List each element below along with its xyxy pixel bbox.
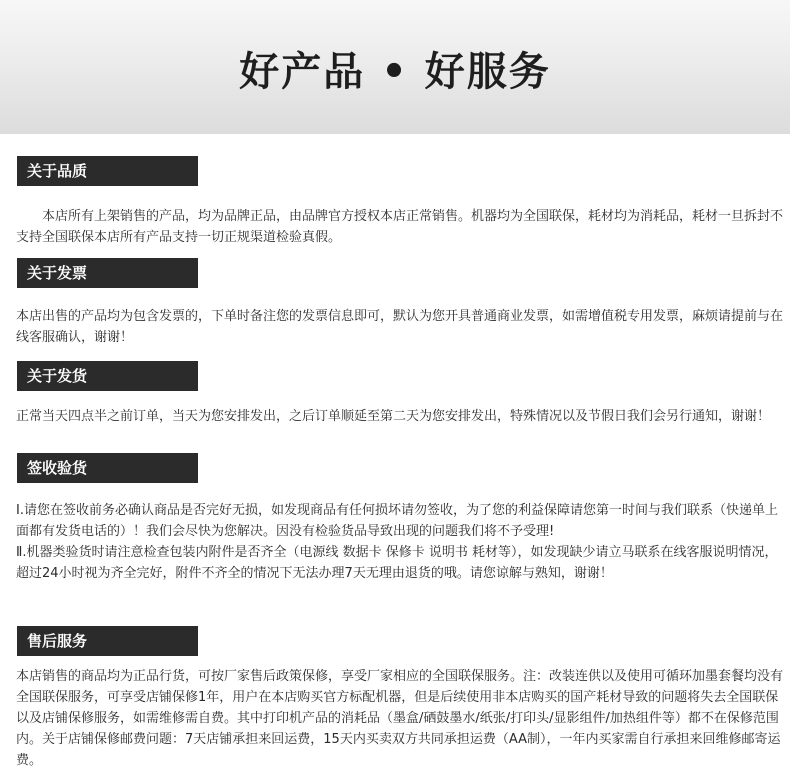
page-title: 好产品 • 好服务 [239, 49, 551, 95]
paragraph: 本店所有上架销售的产品，均为品牌正品，由品牌官方授权本店正常销售。机器均为全国联保，耗材均为消耗品，耗材一旦拆封不支持全国联保本店所有产品支持一切正规渠道检验真假。 [16, 209, 784, 245]
paragraph: Ⅰ.请您在签收前务必确认商品是否完好无损，如发现商品有任何损坏请勿签收，为了您的利益保障请您第一时间与我们联系（快递单上面都有发货电话的）！我们会尽快为您解决。因没有检验货品导致出现的问题我们将不予受理! [16, 503, 778, 539]
section-title-quality: 关于品质 [17, 156, 198, 186]
paragraph: 本店销售的商品均为正品行货，可按厂家售后政策保修，享受厂家相应的全国联保服务。注：改装连供以及使用可循环加墨套餐均没有全国联保服务，可享受店铺保修1年，用户在本店购买官方标配机器，但是后续使用非本店购买的国产耗材导致的问题将失去全国联保以及店铺保修服务，如需维修需自费。其中打印机产品的消耗品（墨盒/硒鼓墨水/纸张/打印头/显影组件/加热组件等）都不在保修范围内。关于店铺保修邮费问题：7天店铺承担来回运费，15天内买卖双方共同承担运费（AA制），一年内买家需自行承担来回维修邮寄运费。 [16, 669, 784, 768]
section-body-inspection [16, 500, 786, 584]
paragraph: Ⅱ.机器类验货时请注意检查包装内附件是否齐全（电源线 数据卡 保修卡 说明书 耗材等），如发现缺少请立马联系在线客服说明情况，超过24小时视为齐全完好，附件不齐全的情况下无法办理7天无理由退货的哦。请您谅解与熟知，谢谢！ [16, 545, 778, 581]
section-title-shipping: 关于发货 [17, 361, 198, 391]
section-title-inspection: 签收验货 [17, 453, 198, 483]
paragraph: 本店出售的产品均为包含发票的，下单时备注您的发票信息即可，默认为您开具普通商业发票，如需增值税专用发票，麻烦请提前与在线客服确认，谢谢！ [16, 309, 784, 345]
section-body-shipping [16, 406, 786, 427]
section-body-invoice [16, 306, 786, 348]
paragraph: 正常当天四点半之前订单，当天为您安排发出，之后订单顺延至第二天为您安排发出，特殊情况以及节假日我们会另行通知，谢谢！ [16, 409, 771, 424]
section-body-quality [16, 206, 786, 248]
section-title-invoice: 关于发票 [17, 258, 198, 288]
section-title-after-sales: 售后服务 [17, 626, 198, 656]
section-body-after-sales [16, 666, 786, 771]
header-banner [0, 0, 790, 134]
